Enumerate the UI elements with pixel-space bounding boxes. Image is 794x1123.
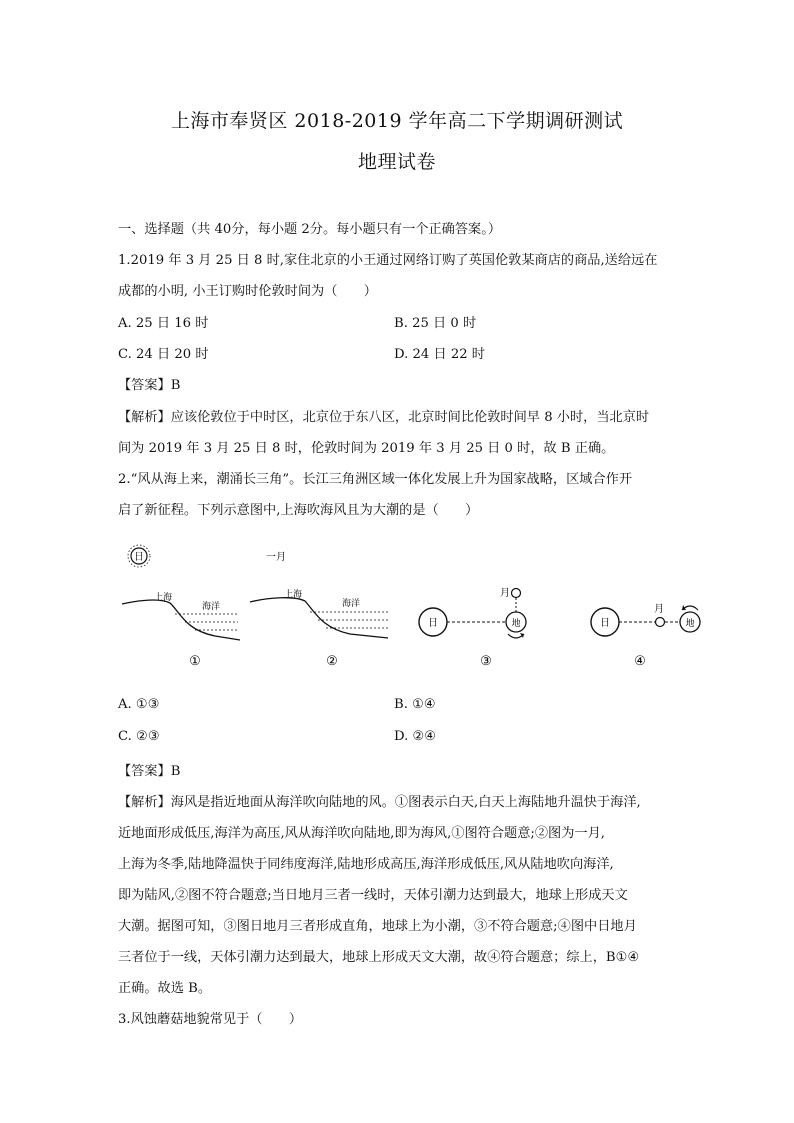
q2-stem-line-1: 2.“风从海上来，潮涌长三角”。长江三角洲区域一体化发展上升为国家战略，区域合作开 xyxy=(118,472,632,487)
q1-stem-line-2: 成都的小明, 小王订购时伦敦时间为（ ） xyxy=(118,284,377,299)
moon-label-4: 月 xyxy=(654,604,664,615)
sun-label-3: 日 xyxy=(428,618,438,629)
q1-stem-line-1: 1.2019 年 3 月 25 日 8 时,家住北京的小王通过网络订购了英国伦敦某商店的商品,送给远在 xyxy=(118,253,658,268)
q2-analysis-line-7: 正确。故选 B。 xyxy=(118,981,212,996)
q2-analysis-line-2: 近地面形成低压,海洋为高压,风从海洋吹向陆地,即为海风,①图符合题意;②图为一月, xyxy=(118,826,605,841)
q2-analysis-line-5: 大潮。据图可知，③图日地月三者形成直角，地球上为小潮，③不符合题意;④图中日地月 xyxy=(118,919,637,934)
q1-option-a: A. 25 日 16 时 xyxy=(118,316,209,331)
caption-3: ③ xyxy=(480,654,492,669)
q2-analysis-line-3: 上海为冬季,陆地降温快于同纬度海洋,陆地形成高压,海洋形成低压,风从陆地吹向海洋, xyxy=(118,857,614,872)
caption-4: ④ xyxy=(634,654,646,669)
q2-option-d: D. ②④ xyxy=(394,729,437,744)
q2-answer: 【答案】B xyxy=(118,764,181,779)
q2-option-b: B. ①④ xyxy=(394,697,436,712)
caption-2: ② xyxy=(326,654,338,669)
shanghai-label-2: 上海 xyxy=(284,590,303,600)
doc-title: 上海市奉贤区 2018-2019 学年高二下学期调研测试 xyxy=(170,110,624,132)
ocean-label-1: 海洋 xyxy=(202,602,221,612)
figure-panel-2 xyxy=(250,551,388,669)
doc-subtitle: 地理试卷 xyxy=(357,151,436,173)
caption-1: ① xyxy=(189,654,201,669)
shanghai-label-1: 上海 xyxy=(154,593,173,603)
q2-analysis-line-6: 三者位于一线，天体引潮力达到最大，地球上形成天文大潮，故④符合题意；综上，B①④ xyxy=(118,950,640,965)
sun-icon xyxy=(128,545,150,567)
figure-panel-1 xyxy=(122,545,240,669)
q2-analysis-line-4: 即为陆风,②图不符合题意;当日地月三者一线时，天体引潮力达到最大，地球上形成天文 xyxy=(118,888,628,903)
figure-panel-4 xyxy=(591,603,700,669)
earth-label-3: 地 xyxy=(511,619,521,629)
ocean-label-2: 海洋 xyxy=(342,599,361,609)
q2-option-c: C. ②③ xyxy=(118,729,160,744)
q1-option-d: D. 24 日 22 时 xyxy=(394,347,485,362)
q1-option-c: C. 24 日 20 时 xyxy=(118,347,209,362)
q3-stem: 3.风蚀蘑菇地貌常见于（ ） xyxy=(118,1012,303,1027)
sun-label-4: 日 xyxy=(600,618,610,629)
question-figure xyxy=(110,540,710,680)
q1-analysis-line-1: 【解析】应该伦敦位于中时区，北京位于东八区，北京时间比伦敦时间早 8 小时，当北京时 xyxy=(118,410,650,425)
earth-label-4: 地 xyxy=(685,619,695,629)
moon-label-3: 月 xyxy=(500,588,510,599)
figure-panel-3 xyxy=(419,587,526,669)
q2-option-a: A. ①③ xyxy=(118,697,160,712)
q1-answer: 【答案】B xyxy=(118,378,181,393)
q1-analysis-line-2: 间为 2019 年 3 月 25 日 8 时，伦敦时间为 2019 年 3 月 25 日 0 时，故 B 正确。 xyxy=(118,441,615,456)
q2-analysis-line-1: 【解析】海风是指近地面从海洋吹向陆地的风。①图表示白天,白天上海陆地升温快于海洋, xyxy=(118,795,641,810)
q2-stem-line-2: 启了新征程。下列示意图中,上海吹海风且为大潮的是（ ） xyxy=(118,503,479,518)
section-heading: 一、选择题（共 40分，每小题 2分。每小题只有一个正确答案。） xyxy=(118,222,502,237)
q1-option-b: B. 25 日 0 时 xyxy=(394,316,477,331)
sun-icon-label: 日 xyxy=(134,552,144,563)
month-label: 一月 xyxy=(266,552,286,563)
